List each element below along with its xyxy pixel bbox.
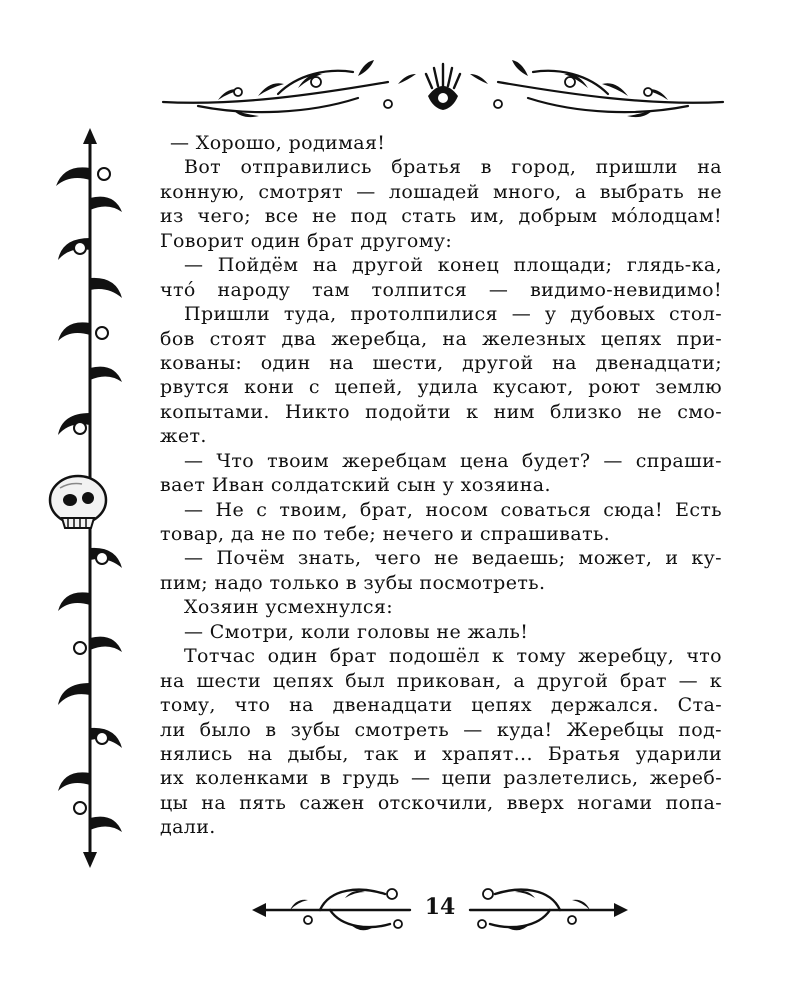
text-line: Хозяин усмехнулся: — [184, 596, 394, 619]
text-line: пим; надо только в зубы посмотреть. — [160, 571, 546, 594]
text-line: Вот отправились братья в город, пришли на — [184, 156, 722, 179]
page-footer — [250, 880, 630, 940]
thistle-garland-icon — [158, 54, 728, 124]
text-line: кованы: один на шести, другой на двенадцати; — [160, 351, 722, 374]
text-line: тому, что на двенадцати цепях держался. Ста- — [160, 694, 722, 717]
page-number: 14 — [424, 894, 456, 920]
text-line: конную, смотрят — лошадей много, а выбрать не — [160, 180, 722, 203]
text-line: вает Иван солдатский сын у хозяина. — [160, 474, 551, 497]
text-line: — Смотри, коли головы не жаль! — [184, 620, 529, 643]
text-line: — Не с твоим, брат, носом соваться сюда! Есть — [184, 498, 722, 521]
text-line: нялись на дыбы, так и храпят... Братья ударили — [160, 742, 722, 765]
text-line: жет. — [160, 425, 207, 448]
text-line: Говорит один брат другому: — [160, 229, 453, 252]
text-line: дали. — [160, 816, 216, 839]
text-line: рвутся кони с цепей, удила кусают, роют землю — [160, 376, 722, 399]
text-line: товар, да не по тебе; нечего и спрашивать. — [160, 523, 611, 545]
text-line: из чего; все не под стать им, добрым мóлодцам! — [160, 205, 722, 228]
text-line: — Что твоим жеребцам цена будет? — спраши- — [184, 449, 722, 472]
text-line: их коленками в грудь — цепи разлетелись, жереб- — [160, 767, 722, 790]
text-line: чтó народу там толпится — видимо-невидимо! — [160, 278, 722, 301]
text-line: Пришли туда, протолпилися — у дубовых стол- — [184, 303, 722, 326]
thistle-vine-skull-icon — [40, 128, 140, 868]
text-line: Тотчас один брат подошёл к тому жеребцу, что — [184, 645, 722, 668]
text-line: ли было в зубы смотреть — куда! Жеребцы под- — [160, 718, 722, 741]
text-line: на шести цепях был прикован, а другой брат — к — [160, 669, 722, 692]
text-line: цы на пять сажен отскочили, вверх ногами попа- — [160, 791, 722, 814]
text-line: — Пойдём на другой конец площади; глядь-ка, — [184, 254, 722, 277]
text-line: — Хорошо, родимая! — [170, 132, 386, 154]
story-text — [160, 131, 722, 840]
text-line: — Почём знать, чего не ведаешь; может, и ку- — [184, 547, 722, 570]
text-line: копытами. Никто подойти к ним близко не смо- — [160, 400, 722, 423]
text-line: бов стоят два жеребца, на железных цепях при- — [160, 327, 722, 350]
